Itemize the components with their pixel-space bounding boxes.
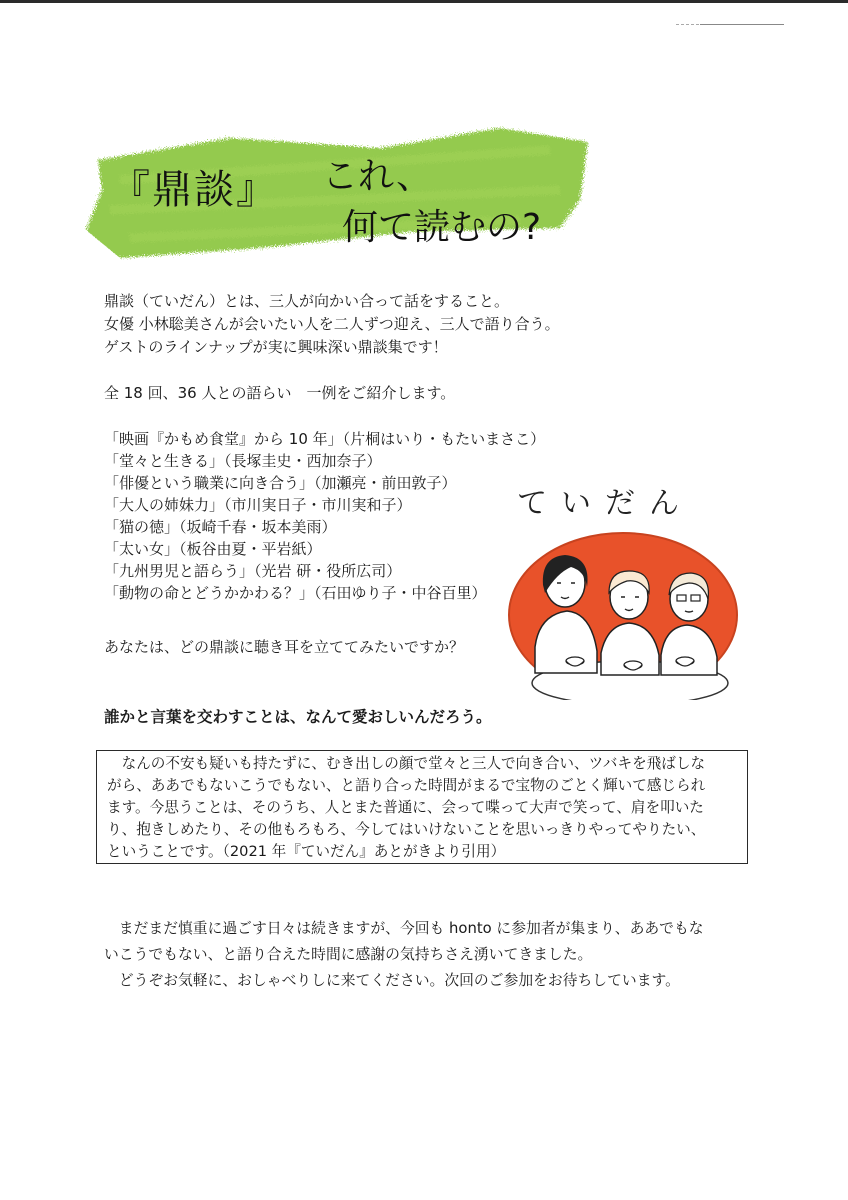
episode-item: 「猫の徳」（坂崎千春・坂本美雨） <box>104 518 337 536</box>
teidan-illustration <box>505 475 745 700</box>
illustration-caption: ていだん <box>517 486 693 521</box>
quote-text: なんの不安も疑いも持たずに、むき出しの顔で堂々と三人で向き合い、ツバキを飛ばしな がら、ああでもないこうでもない、と語り合った時間がまるで宝物のごとく輝いて感じられ ます。今思うことは、そのうち、人とまた普通に、会って喋って大声で笑って、肩を叩いた り、抱きしめたり、その他もろもろ、今してはいけないことを思いっきりやってやりたい、 ということです。（2021 年『ていだん』あとがきより引用） <box>107 755 706 860</box>
intro-line: ゲストのラインナップが実に興味深い鼎談集です！ <box>104 338 448 356</box>
subtitle-line-2: 何て読むの? <box>342 207 542 248</box>
intro-paragraph <box>104 290 560 359</box>
closing-text: どうぞお気軽に、おしゃべりしに来てください。次回のご参加をお待ちしています。 <box>104 972 680 989</box>
quote-box <box>96 750 748 864</box>
page-subtitle <box>318 148 541 250</box>
episode-item: 「俳優という職業に向き合う」（加瀬亮・前田敦子） <box>104 474 457 492</box>
episode-item: 「大人の姉妹力」（市川実日子・市川実和子） <box>104 496 412 514</box>
title-banner <box>80 120 600 260</box>
episode-item: 「動物の命とどうかかわる？」（石田ゆり子・中谷百里） <box>104 584 487 602</box>
closing-text: まだまだ慎重に過ごす日々は続きますが、今回も honto に参加者が集まり、ああでもな いこうでもない、と語り合えた時間に感謝の気持ちさえ湧いてきました。 <box>104 920 704 963</box>
intro-line: 女優 小林聡美さんが会いたい人を二人ずつ迎え、三人で語り合う。 <box>104 315 560 333</box>
episode-count-line: 全 18 回、36 人との語らい 一例をご紹介します。 <box>104 384 456 402</box>
closing-paragraph <box>104 916 764 994</box>
section-heading: 誰かと言葉を交わすことは、なんて愛おしいんだろう。 <box>104 708 492 726</box>
top-rule <box>0 0 848 3</box>
episode-list <box>104 428 545 604</box>
episode-item: 「太い女」（板谷由夏・平岩紙） <box>104 540 322 558</box>
episode-item: 「九州男児と語らう」（光岩 研・役所広司） <box>104 562 402 580</box>
page-title: 『鼎談』 <box>110 167 278 213</box>
subtitle-line-1: これ、 <box>322 156 433 197</box>
episode-item: 「堂々と生きる」（長塚圭史・西加奈子） <box>104 452 382 470</box>
episode-item: 「映画『かもめ食堂』から 10 年」（片桐はいり・もたいまさこ） <box>104 430 546 448</box>
corner-line <box>700 24 784 25</box>
intro-line: 鼎談（ていだん）とは、三人が向かい合って話をすること。 <box>104 292 510 310</box>
question-line: あなたは、どの鼎談に聴き耳を立ててみたいですか？ <box>104 638 465 656</box>
